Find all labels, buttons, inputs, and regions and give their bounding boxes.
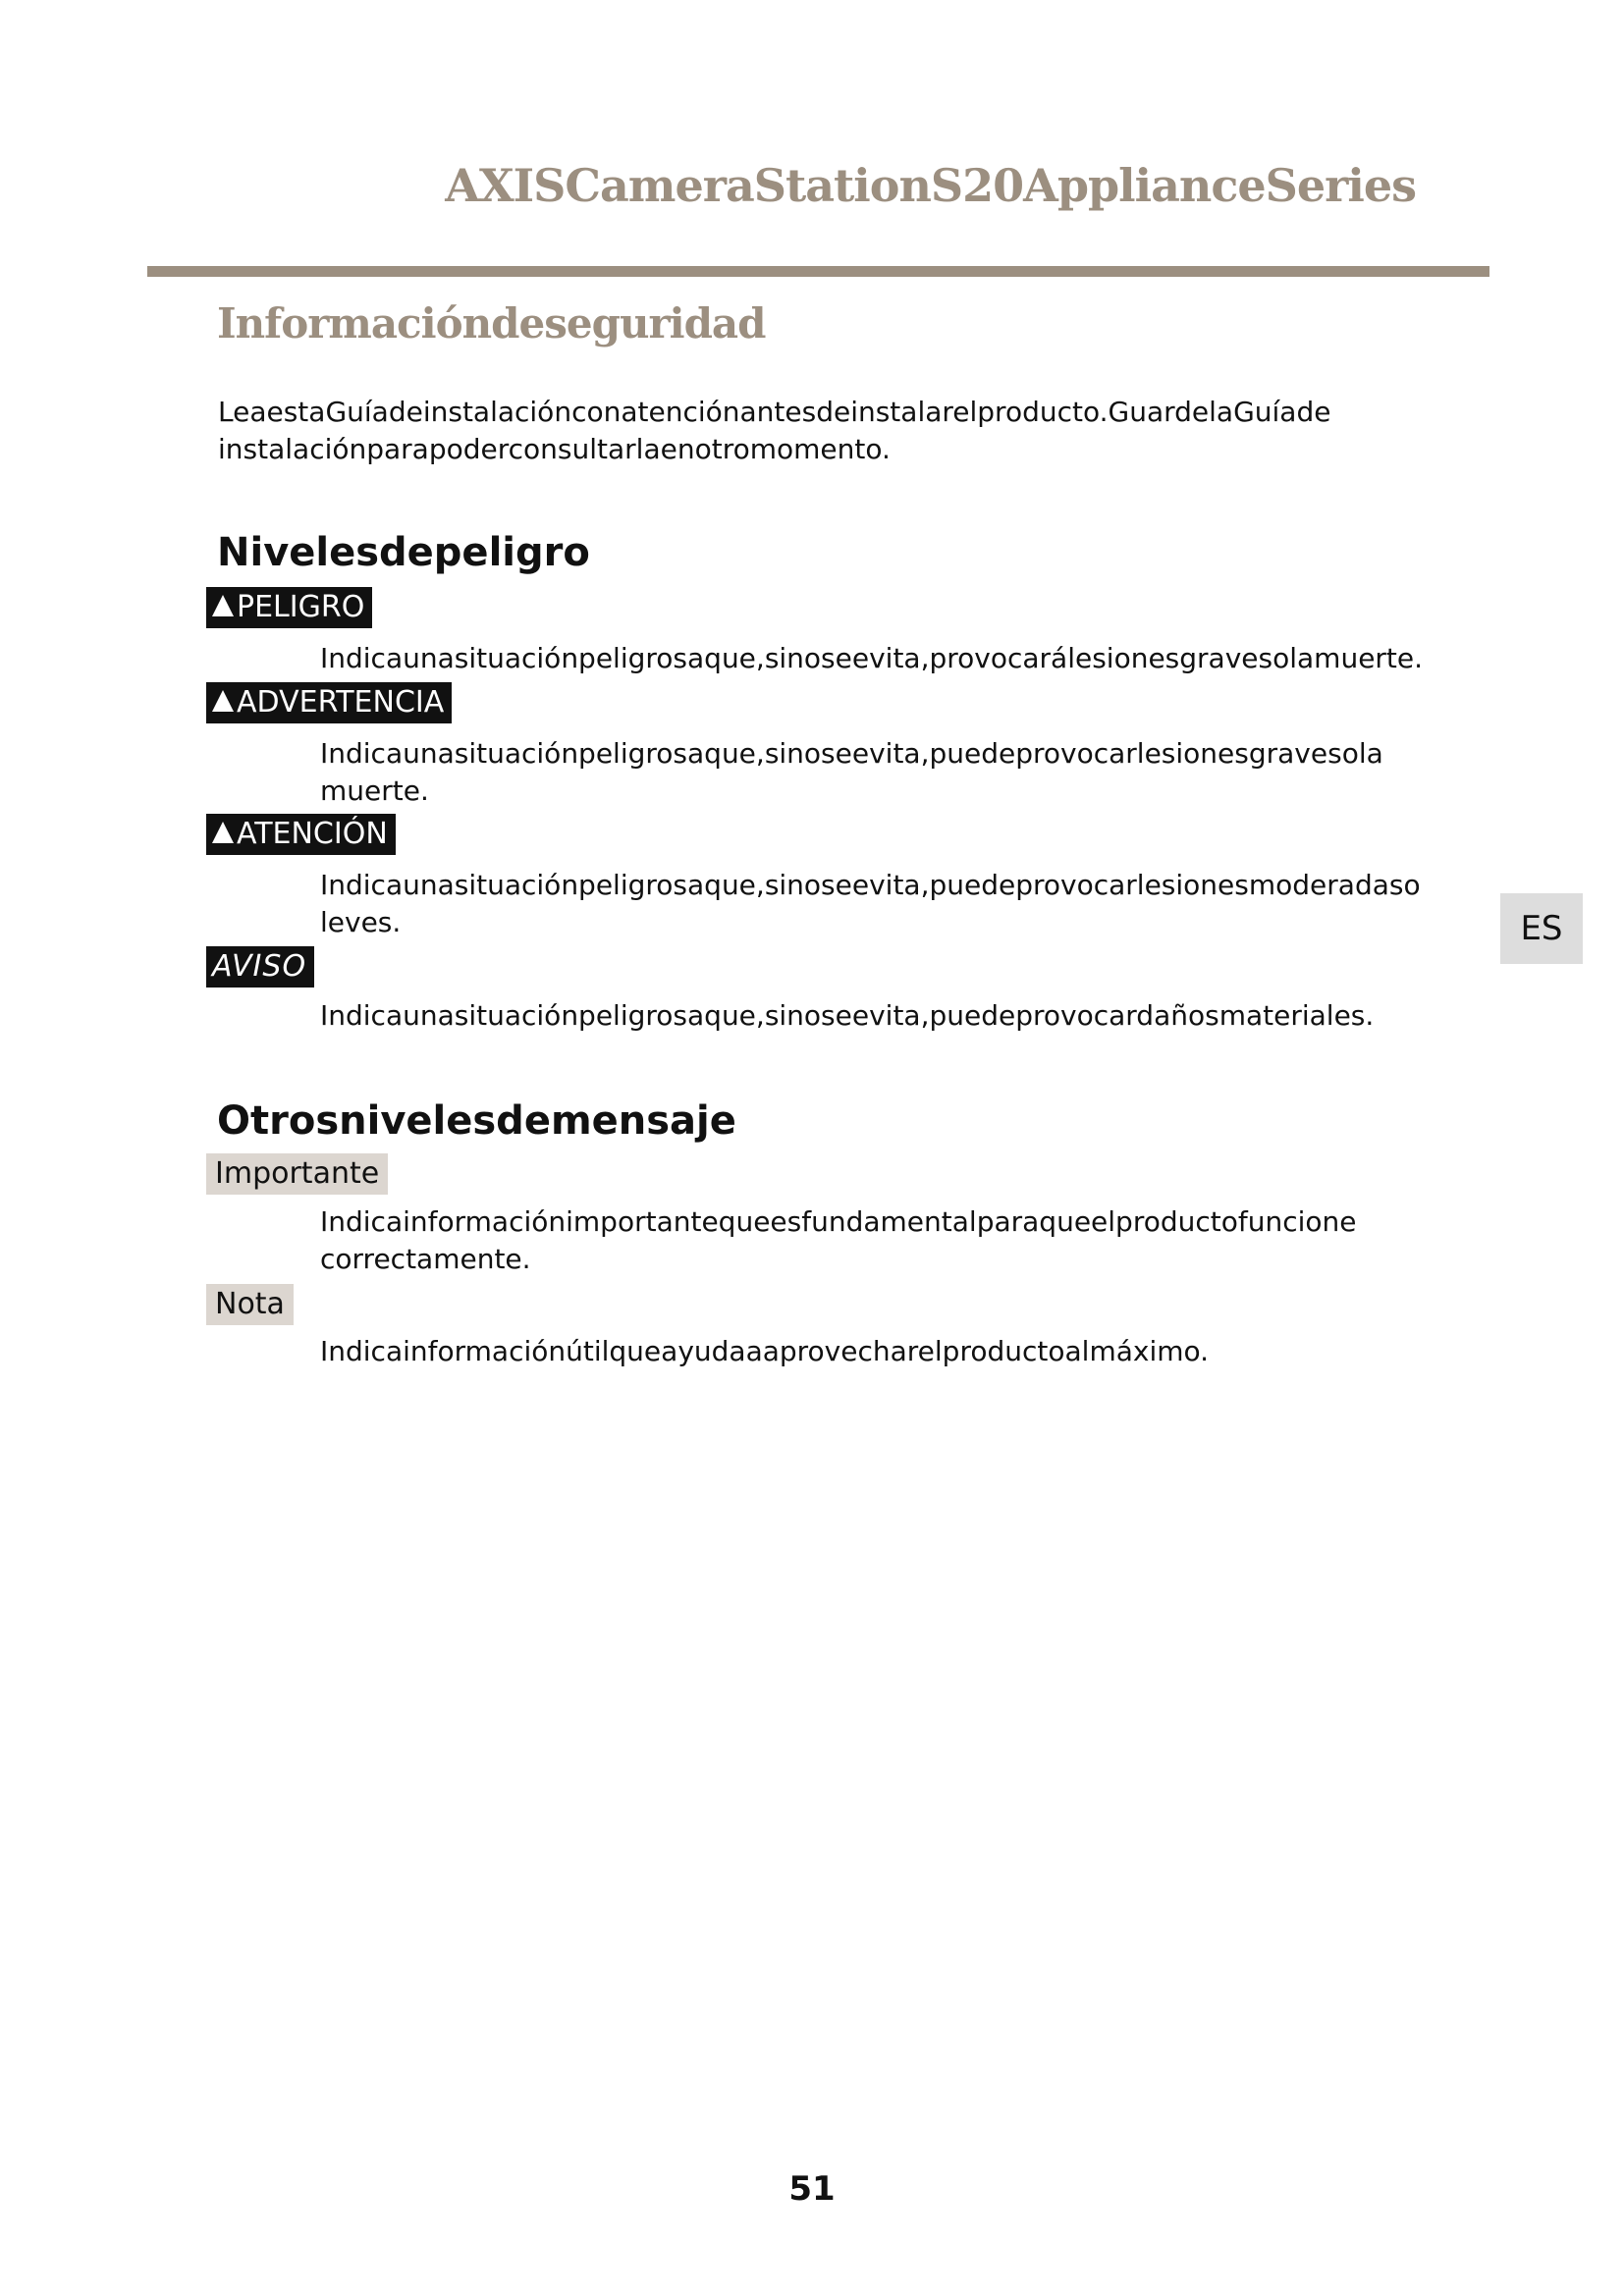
important-badge	[206, 1153, 388, 1195]
intro-paragraph: LeaestaGuíadeinstalaciónconatenciónantesdeinstalarelproducto.GuardelaGuíade instalaciónparapoderconsultarlaenotromomento.	[218, 396, 1331, 465]
important-label: Importante	[215, 1156, 380, 1191]
warning-description: Indicaunasituaciónpeligrosaque,sinoseevita,puedeprovocarlesionesgravesola muerte.	[320, 737, 1383, 807]
note-label: Nota	[215, 1287, 285, 1321]
warning-triangle-icon	[212, 690, 234, 712]
notice-description: Indicaunasituaciónpeligrosaque,sinoseevita,puedeprovocardañosmateriales.	[320, 999, 1375, 1032]
caution-description: Indicaunasituaciónpeligrosaque,sinoseevita,puedeprovocarlesionesmoderadaso leves.	[320, 869, 1421, 938]
caution-label: ATENCIÓN	[237, 817, 388, 851]
message-levels-heading: Otrosnivelesdemensaje	[217, 1098, 736, 1144]
caution-badge	[206, 814, 396, 855]
danger-label: PELIGRO	[237, 590, 365, 624]
language-tab-es: ES	[1500, 893, 1583, 964]
page-number: 51	[788, 2169, 836, 2209]
note-description: Indicainformaciónútilqueayudaaaprovecharelproductoalmáximo.	[320, 1335, 1210, 1367]
warning-triangle-icon	[212, 822, 234, 843]
document-header-title: AXISCameraStationS20ApplianceSeries	[445, 159, 1416, 212]
warning-badge	[206, 682, 452, 723]
hazard-levels-heading: Nivelesdepeligro	[217, 530, 590, 575]
important-description: Indicainformaciónimportantequeesfundamentalparaqueelproductofuncione correctamente.	[320, 1205, 1357, 1275]
danger-description: Indicaunasituaciónpeligrosaque,sinoseevita,provocarálesionesgravesolamuerte.	[320, 642, 1424, 674]
warning-label: ADVERTENCIA	[237, 685, 445, 720]
header-divider	[147, 266, 1489, 277]
notice-badge	[206, 946, 314, 988]
section-title: Informacióndeseguridad	[217, 299, 766, 347]
danger-badge	[206, 587, 372, 628]
notice-label: AVISO	[212, 949, 307, 984]
note-badge	[206, 1284, 294, 1325]
warning-triangle-icon	[212, 595, 234, 616]
